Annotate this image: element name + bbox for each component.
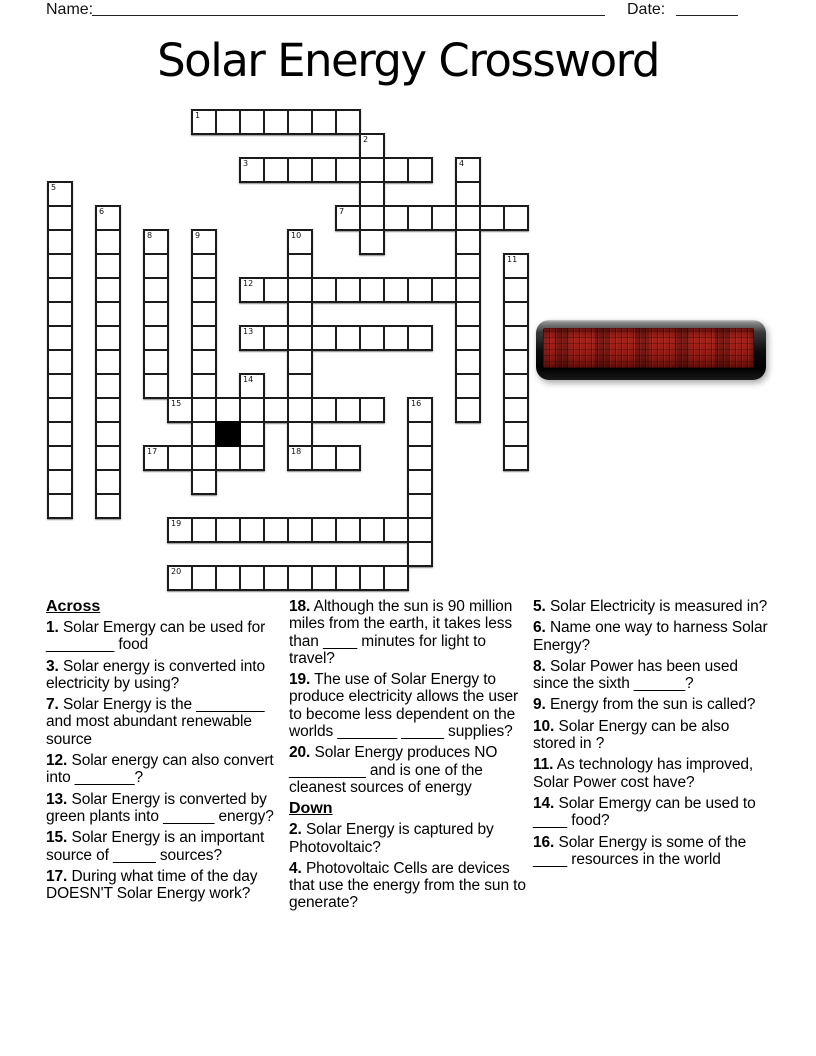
grid-cell [359, 229, 385, 255]
grid-cell [407, 541, 433, 567]
grid-cell [335, 445, 361, 471]
grid-cell [143, 325, 169, 351]
grid-cell [383, 325, 409, 351]
clue-number: 4. [289, 859, 302, 877]
grid-cell [407, 517, 433, 543]
grid-cell [359, 181, 385, 207]
cell-number: 7 [339, 207, 345, 216]
clue-number: 16. [533, 833, 555, 851]
clue-number: 1. [46, 619, 59, 636]
clue-number: 5. [533, 598, 546, 615]
grid-cell [503, 253, 529, 279]
grid-cell [47, 373, 73, 399]
clue: 13. Solar Energy is converted by green plants into ______ energy? [46, 790, 274, 825]
grid-cell [263, 397, 289, 423]
grid-cell [95, 253, 121, 279]
grid-cell [239, 373, 265, 399]
grid-cell [191, 421, 217, 447]
cell-number: 12 [243, 279, 254, 288]
grid-cell [263, 109, 289, 135]
grid-cell [455, 397, 481, 423]
grid-cell [95, 397, 121, 423]
grid-cell [311, 565, 337, 591]
grid-cell [47, 421, 73, 447]
grid-cell [407, 445, 433, 471]
clue: 2. Solar Energy is captured by Photovoltaic? [289, 821, 494, 856]
grid-cell [335, 109, 361, 135]
grid-cell [455, 325, 481, 351]
grid-cell [47, 181, 73, 207]
grid-cell [47, 277, 73, 303]
cell-number: 10 [291, 231, 302, 240]
date-write-line [676, 0, 738, 16]
clue: 18. Although the sun is 90 million miles from the earth, it takes less than ____ minutes for light to travel? [289, 598, 513, 667]
clue-number: 6. [533, 619, 546, 637]
cell-number: 9 [195, 231, 201, 240]
clue: 14. Solar Emergy can be used to ____ food? [533, 794, 756, 830]
grid-cell [191, 469, 217, 495]
grid-cell [47, 301, 73, 327]
clue-column-3 [533, 598, 771, 872]
grid-cell [215, 517, 241, 543]
grid-cell [383, 277, 409, 303]
grid-cell [431, 277, 457, 303]
grid-cell [191, 277, 217, 303]
clue-list-header: Down [289, 800, 333, 818]
clue-list-header: Across [46, 598, 101, 615]
grid-cell [239, 445, 265, 471]
cell-number: 17 [147, 447, 158, 456]
cell-number: 13 [243, 327, 254, 336]
cell-number: 16 [411, 399, 422, 408]
grid-cell [95, 301, 121, 327]
clue: 16. Solar Energy is some of the ____ resources in the world [533, 833, 747, 868]
grid-cell [335, 325, 361, 351]
grid-cell [287, 109, 313, 135]
cell-number: 14 [243, 375, 254, 384]
grid-cell [455, 277, 481, 303]
clue: 4. Photovoltaic Cells are devices that use the energy from the sun to generate? [289, 859, 526, 912]
clue-column-1 [46, 598, 287, 906]
grid-cell [239, 277, 265, 303]
cell-number: 8 [147, 231, 153, 240]
grid-cell [287, 517, 313, 543]
grid-cell [191, 301, 217, 327]
grid-cell [95, 421, 121, 447]
grid-cell [503, 205, 529, 231]
grid-cell [191, 517, 217, 543]
clue: 19. The use of Solar Energy to produce electricity allows the user to become less dependent on the worlds _______ _____ supplies? [289, 671, 519, 741]
grid-cell [287, 157, 313, 183]
grid-cell [191, 373, 217, 399]
grid-cell [95, 325, 121, 351]
grid-cell [287, 421, 313, 447]
grid-cell [239, 397, 265, 423]
clue-number: 20. [289, 744, 311, 762]
grid-cell [335, 565, 361, 591]
clue: 6. Name one way to harness Solar Energy? [533, 619, 768, 654]
grid-cell [455, 373, 481, 399]
clue: 8. Solar Power has been used since the sixth ______? [533, 657, 738, 693]
grid-cell [503, 397, 529, 423]
grid-cell [407, 397, 433, 423]
grid-cell [503, 373, 529, 399]
grid-cell [215, 397, 241, 423]
grid-cell [359, 157, 385, 183]
grid-cell-black [215, 421, 241, 447]
grid-cell [143, 301, 169, 327]
grid-cell [455, 181, 481, 207]
grid-cell [143, 229, 169, 255]
grid-cell [311, 445, 337, 471]
grid-cell [239, 157, 265, 183]
grid-cell [239, 325, 265, 351]
cell-number: 4 [459, 159, 465, 168]
grid-cell [95, 229, 121, 255]
grid-cell [215, 565, 241, 591]
clue: 10. Solar Energy can be also stored in ? [533, 717, 730, 753]
grid-cell [383, 157, 409, 183]
grid-cell [143, 277, 169, 303]
clue: 3. Solar energy is converted into electricity by using? [46, 657, 265, 692]
grid-cell [383, 205, 409, 231]
grid-cell [47, 397, 73, 423]
clue-number: 18. [289, 598, 311, 615]
grid-cell [359, 133, 385, 159]
grid-cell [407, 469, 433, 495]
grid-cell [503, 445, 529, 471]
grid-cell [191, 349, 217, 375]
grid-cell [47, 205, 73, 231]
grid-cell [311, 517, 337, 543]
cell-number: 6 [99, 207, 105, 216]
grid-cell [287, 445, 313, 471]
grid-cell [143, 373, 169, 399]
grid-cell [167, 565, 193, 591]
clue-number: 13. [46, 790, 68, 808]
grid-cell [287, 349, 313, 375]
page-title: Solar Energy Crossword [157, 34, 659, 87]
grid-cell [407, 157, 433, 183]
clue-number: 9. [533, 696, 546, 714]
crossword-grid [47, 109, 531, 593]
grid-cell [287, 277, 313, 303]
grid-cell [263, 517, 289, 543]
grid-cell [455, 157, 481, 183]
grid-cell [191, 445, 217, 471]
grid-cell [455, 349, 481, 375]
grid-cell [359, 397, 385, 423]
cell-number: 20 [171, 567, 182, 576]
grid-cell [383, 517, 409, 543]
grid-cell [287, 325, 313, 351]
clue: 12. Solar energy can also convert into _______? [46, 752, 274, 787]
grid-cell [455, 205, 481, 231]
grid-cell [503, 325, 529, 351]
grid-cell [479, 205, 505, 231]
grid-cell [263, 325, 289, 351]
grid-cell [287, 397, 313, 423]
cell-number: 19 [171, 519, 182, 528]
clue-number: 15. [46, 829, 68, 847]
grid-cell [455, 301, 481, 327]
grid-cell [239, 421, 265, 447]
grid-cell [359, 517, 385, 543]
grid-cell [95, 493, 121, 519]
grid-cell [239, 565, 265, 591]
grid-cell [95, 373, 121, 399]
date-label: Date: [627, 1, 666, 18]
grid-cell [143, 445, 169, 471]
clue: 17. During what time of the day DOESN'T Solar Energy work? [46, 867, 258, 903]
grid-cell [335, 397, 361, 423]
grid-cell [239, 109, 265, 135]
clue: 15. Solar Energy is an important source of _____ sources? [46, 829, 265, 864]
grid-cell [335, 205, 361, 231]
grid-cell [47, 253, 73, 279]
grid-cell [455, 229, 481, 255]
clue-number: 10. [533, 717, 555, 735]
grid-cell [167, 445, 193, 471]
grid-cell [335, 517, 361, 543]
grid-cell [311, 109, 337, 135]
clue-number: 12. [46, 752, 68, 770]
grid-cell [143, 349, 169, 375]
cell-number: 11 [507, 255, 518, 264]
grid-cell [407, 277, 433, 303]
name-label: Name: [46, 1, 94, 18]
clue-column-2 [289, 598, 530, 916]
grid-cell [47, 493, 73, 519]
grid-cell [287, 373, 313, 399]
clue: 20. Solar Energy produces NO _________ and is one of the cleanest sources of energy [289, 744, 498, 796]
grid-cell [359, 277, 385, 303]
cell-number: 5 [51, 183, 57, 192]
grid-cell [47, 445, 73, 471]
grid-cell [359, 205, 385, 231]
grid-cell [503, 277, 529, 303]
grid-cell [191, 565, 217, 591]
grid-cell [191, 109, 217, 135]
solar-panel-cells-texture [543, 328, 754, 368]
grid-cell [167, 517, 193, 543]
clue: 9. Energy from the sun is called? [533, 696, 756, 714]
grid-cell [167, 397, 193, 423]
cell-number: 1 [195, 111, 201, 120]
grid-cell [143, 253, 169, 279]
clue-number: 8. [533, 657, 546, 675]
cell-number: 18 [291, 447, 302, 456]
grid-cell [407, 421, 433, 447]
grid-cell [359, 325, 385, 351]
solar-panel-image [536, 320, 766, 380]
grid-cell [311, 277, 337, 303]
grid-cell [215, 109, 241, 135]
grid-cell [95, 445, 121, 471]
grid-cell [287, 253, 313, 279]
grid-cell [287, 565, 313, 591]
grid-cell [335, 157, 361, 183]
clue-number: 7. [46, 696, 59, 714]
grid-cell [311, 157, 337, 183]
grid-cell [407, 325, 433, 351]
cell-number: 3 [243, 159, 249, 168]
grid-cell [455, 253, 481, 279]
grid-cell [95, 277, 121, 303]
grid-cell [503, 301, 529, 327]
grid-cell [191, 325, 217, 351]
clue-number: 11. [533, 756, 554, 774]
grid-cell [191, 397, 217, 423]
clue: 7. Solar Energy is the ________ and most abundant renewable source [46, 696, 265, 748]
grid-cell [95, 205, 121, 231]
grid-cell [263, 157, 289, 183]
grid-cell [191, 253, 217, 279]
grid-cell [359, 565, 385, 591]
clue-number: 17. [46, 867, 68, 885]
clue: 1. Solar Emergy can be used for ________ food [46, 619, 266, 654]
grid-cell [47, 349, 73, 375]
grid-cell [287, 229, 313, 255]
grid-cell [191, 229, 217, 255]
grid-cell [407, 205, 433, 231]
grid-cell [431, 205, 457, 231]
clue-number: 19. [289, 671, 311, 689]
grid-cell [311, 325, 337, 351]
grid-cell [287, 301, 313, 327]
grid-cell [383, 565, 409, 591]
grid-cell [503, 421, 529, 447]
cell-number: 15 [171, 399, 182, 408]
grid-cell [335, 277, 361, 303]
name-write-line [92, 0, 605, 16]
grid-cell [47, 229, 73, 255]
grid-cell [503, 349, 529, 375]
grid-cell [239, 517, 265, 543]
clue-number: 3. [46, 657, 59, 675]
clue-number: 2. [289, 821, 302, 839]
clue: 11. As technology has improved, Solar Power cost have? [533, 756, 754, 791]
grid-cell [407, 493, 433, 519]
grid-cell [95, 349, 121, 375]
grid-cell [263, 565, 289, 591]
cell-number: 2 [363, 135, 369, 144]
grid-cell [95, 469, 121, 495]
clue: 5. Solar Electricity is measured in? [533, 598, 768, 615]
grid-cell [47, 469, 73, 495]
clue-number: 14. [533, 794, 555, 812]
grid-cell [47, 325, 73, 351]
grid-cell [311, 397, 337, 423]
grid-cell [215, 445, 241, 471]
grid-cell [263, 277, 289, 303]
